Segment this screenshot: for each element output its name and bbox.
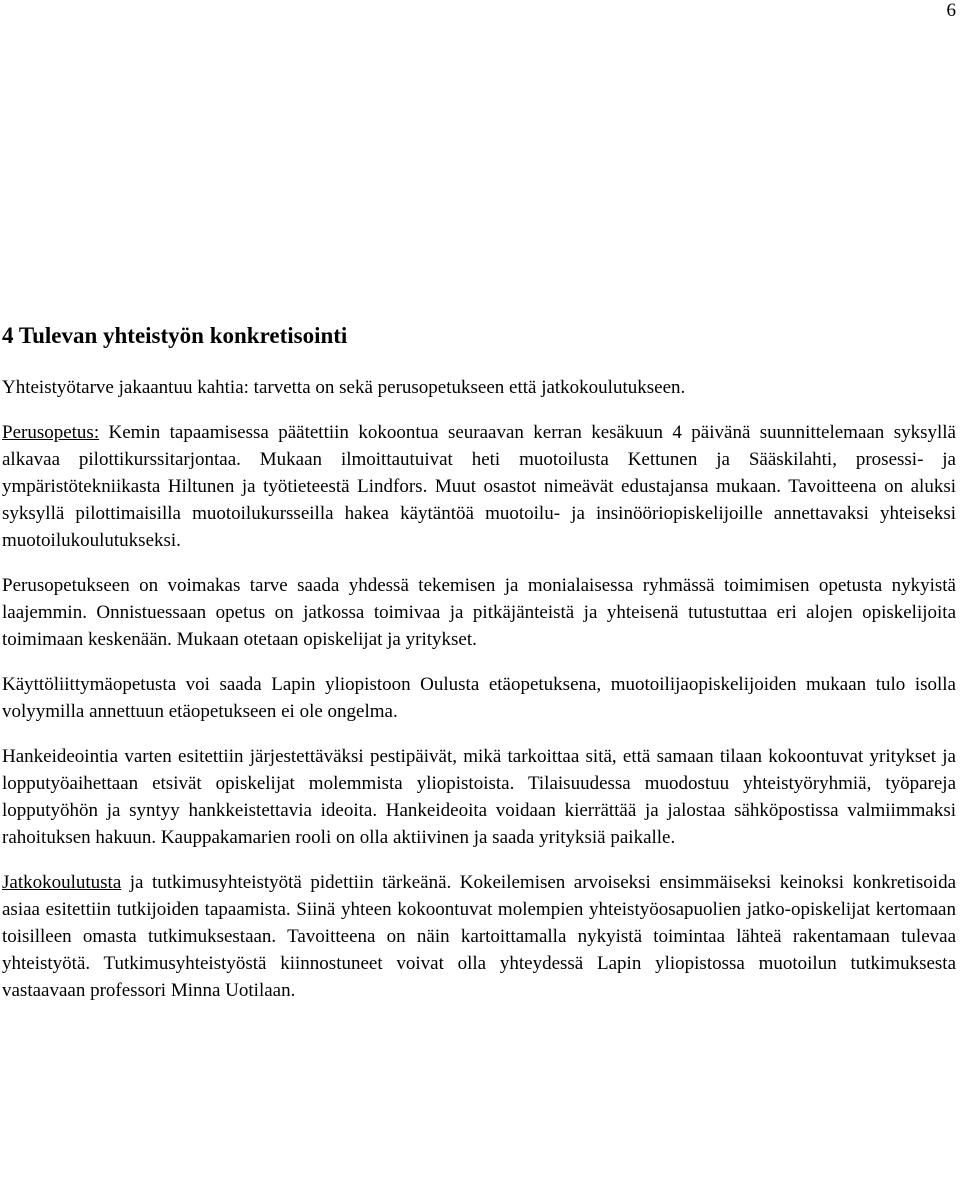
page-number: 6 bbox=[946, 0, 956, 21]
perusopetus-label: Perusopetus: bbox=[2, 422, 100, 443]
section-heading: 4 Tulevan yhteistyön konkretisointi bbox=[2, 323, 348, 348]
paragraph-perusopetukseen: Perusopetukseen on voimakas tarve saada yhdessä tekemisen ja monialaisessa ryhmässä toimimisen opetusta nykyistä laajemmin. Onnistuessaan opetus on jatkossa toimivaa ja pitkäjänteistä ja yhteisenä tutustuttaa eri alojen opiskelijoita toimimaan keskenään. Mukaan otetaan opiskelijat ja yritykset. bbox=[2, 575, 956, 650]
jatkokoulutus-text: ja tutkimusyhteistyötä pidettiin tärkeänä. Kokeilemisen arvoiseksi ensimmäiseksi keinoksi konkretisoida asiaa esitettiin tutkijoiden tapaamista. Siinä yhteen kokoontuvat molempien yhteistyöosapuolien jatko-opiskelijat kertomaan toisilleen omasta tutkimuksestaan. Tavoitteena on näin kartoittamalla nykyistä toimintaa lähteä rakentamaan tulevaa yhteistyötä. Tutkimusyhteistyöstä kiinnostuneet voivat olla yhteydessä Lapin yliopistossa muotoilun tutkimuksesta vastaavaan professori Minna Uotilaan. bbox=[2, 872, 956, 1001]
paragraph-kayttoliittyma: Käyttöliittymäopetusta voi saada Lapin yliopistoon Oulusta etäopetuksena, muotoilijaopiskelijoiden mukaan tulo isolla volyymilla annettuun etäopetukseen ei ole ongelma. bbox=[2, 674, 956, 722]
paragraph-jatkokoulutus bbox=[2, 869, 956, 1004]
perusopetus-text: Kemin tapaamisessa päätettiin kokoontua seuraavan kerran kesäkuun 4 päivänä suunnittelemaan syksyllä alkavaa pilottikurssitarjontaa. Mukaan ilmoittautuivat heti muotoilusta Kettunen ja Sääskilahti, prosessi- ja ympäristötekniikasta Hiltunen ja työtieteestä Lindfors. Muut osastot nimeävät edustajansa mukaan. Tavoitteena on aluksi syksyllä pilottimaisilla muotoilukursseilla hakea käytäntöä muotoilu- ja insinööriopiskelijoille annettavaksi yhteiseksi muotoilukoulutukseksi. bbox=[2, 422, 956, 551]
document-body bbox=[2, 321, 956, 1022]
paragraph-perusopetus bbox=[2, 419, 956, 554]
jatkokoulutus-label: Jatkokoulutusta bbox=[2, 872, 122, 893]
paragraph-hankeideointi: Hankeideointia varten esitettiin järjestettäväksi pestipäivät, mikä tarkoittaa sitä, että samaan tilaan kokoontuvat yritykset ja lopputyöaihettaan etsivät opiskelijat molemmista yliopistoista. Tilaisuudessa muodostuu yhteistyöryhmiä, työpareja lopputyöhön ja syntyy hankkeistettavia ideoita. Hankeideoita voidaan kierrättää ja jalostaa sähköpostissa valmiimmaksi rahoituksen hakuun. Kauppakamarien rooli on olla aktiivinen ja saada yrityksiä paikalle. bbox=[2, 746, 956, 848]
paragraph-intro: Yhteistyötarve jakaantuu kahtia: tarvetta on sekä perusopetukseen että jatkokoulutukseen. bbox=[2, 377, 686, 398]
